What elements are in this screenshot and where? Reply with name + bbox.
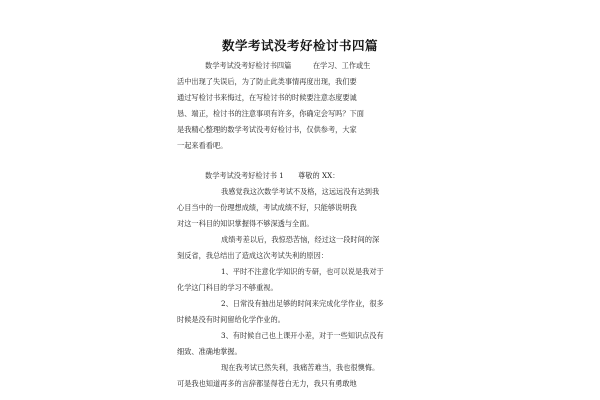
paragraph-line: 恳、端正，检讨书的注意事项有许多，你确定会写吗？下面 (177, 109, 364, 118)
paragraph-line: 细致、准确地掌握。 (177, 347, 242, 356)
list-item: 2、日常没有抽出足够的时间来完成化学作业，很多 (221, 299, 384, 308)
paragraph-line: 可是我也知道再多的言辞都显得苍白无力，我只有勇敢地 (177, 379, 357, 388)
paragraph-line: 对这一科目的知识掌握得不够深透与全面。 (177, 219, 314, 228)
paragraph-line: 现在我考试已然失利，我痛苦难当，我也很懊悔。 (221, 363, 380, 372)
paragraph-gap (177, 154, 409, 168)
paragraph-line: 活中出现了失误后，为了防止此类事情再度出现，我们要 (177, 77, 357, 86)
document-title: 数学考试没考好检讨书四篇 (221, 38, 378, 53)
paragraph-line: 是我精心整理的数学考试没考好检讨书，仅供参考，大家 (177, 125, 357, 134)
paragraph-line: 成绩考差以后，我惊恐苦恼，经过这一段时间的深 (221, 235, 380, 244)
paragraph-line: 时候是没有时间留给化学作业的。 (177, 315, 285, 324)
paragraph-line: 刻反省，我总结出了造成这次考试失利的原因： (177, 251, 328, 260)
list-item: 3、有时候自己也上课开小差，对于一些知识点没有 (221, 331, 384, 340)
document-body (177, 58, 409, 392)
paragraph-line: 化学这门科目的学习不够重视。 (177, 283, 278, 292)
section-heading: 数学考试没考好检讨书 1 尊敬的 XX： (205, 171, 340, 180)
paragraph-line: 一起来看看吧。 (177, 141, 228, 150)
paragraph-line: 数学考试没考好检讨书四篇 在学习、工作或生 (205, 61, 371, 70)
paragraph-line: 我感觉我这次数学考试不及格，这远远没有达到我 (221, 187, 380, 196)
paragraph-line: 心目当中的一份理想成绩，考试成绩不好，只能够说明我 (177, 203, 357, 212)
paragraph-line: 通过写检讨书来悔过，在写检讨书的时候要注意态度要诚 (177, 93, 357, 102)
list-item: 1、平时不注意化学知识的专研，也可以说是我对于 (221, 267, 384, 276)
